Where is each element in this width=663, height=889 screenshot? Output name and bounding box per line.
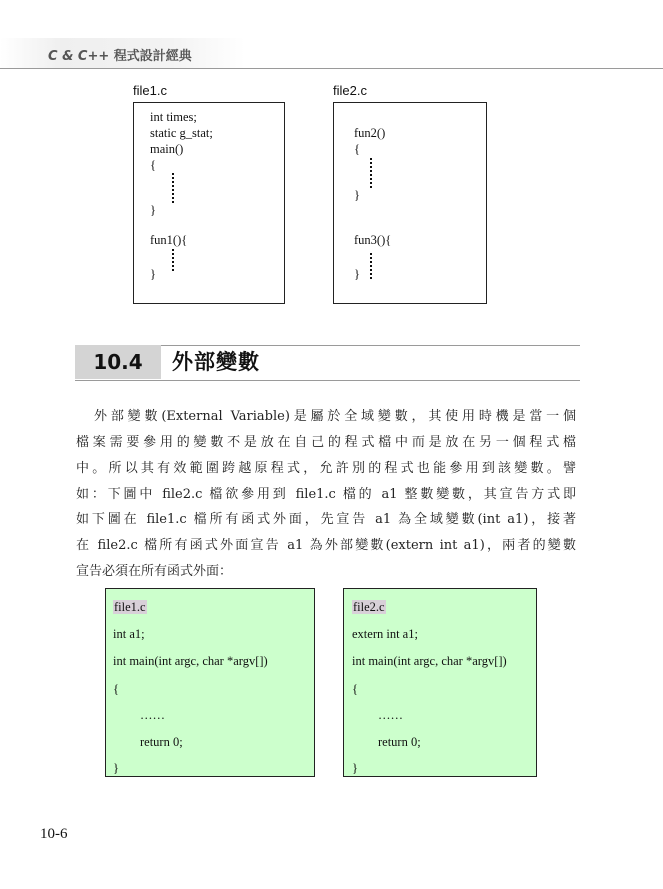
- paragraph-line: 如：下圖中 file2.c 檔欲參用到 file1.c 檔的 a1 整數變數，其宣告方式即: [76, 487, 576, 502]
- code-line: ……: [140, 708, 165, 722]
- code-line: main(): [150, 142, 184, 156]
- ellipsis-dots: [172, 173, 174, 205]
- figure2-left-box: [105, 588, 315, 777]
- code-line: int times;: [150, 110, 197, 124]
- code-line: }: [354, 188, 360, 202]
- ellipsis-dots: [370, 253, 372, 281]
- code-line: int main(int argc, char *argv[]): [352, 654, 507, 668]
- code-line: static g_stat;: [150, 126, 213, 140]
- code-line: return 0;: [378, 735, 421, 749]
- code-line: fun1(){: [150, 233, 188, 247]
- code-line: ……: [378, 708, 403, 722]
- figure1-left-box: [133, 102, 285, 304]
- paragraph-line: 檔案需要參用的變數不是放在自己的程式檔中而是放在另一個程式檔: [76, 435, 576, 450]
- code-line: fun2(): [354, 126, 386, 140]
- book-title: [48, 45, 192, 64]
- paragraph-line: 外部變數(External Variable)是屬於全域變數，其使用時機是當一個: [94, 409, 576, 424]
- code-line: {: [352, 682, 358, 696]
- figure1-right-box: [333, 102, 487, 304]
- figure1-right-label: file2.c: [333, 83, 367, 98]
- code-line: return 0;: [140, 735, 183, 749]
- figure2-right-box: [343, 588, 537, 777]
- code-line: extern int a1;: [352, 627, 418, 641]
- code-line: }: [150, 267, 156, 281]
- section-number: 10.4: [75, 345, 161, 379]
- paragraph-line: 中。所以其有效範圍跨越原程式，允許別的程式也能參用到該變數。譬: [76, 461, 576, 476]
- code-line: fun3(){: [354, 233, 392, 247]
- file-name-label: file2.c: [353, 600, 385, 614]
- code-line: }: [352, 761, 358, 775]
- figure1-left-label: file1.c: [133, 83, 167, 98]
- section-title: 外部變數: [172, 350, 260, 374]
- paragraph-line: 在 file2.c 檔所有函式外面宣告 a1 為外部變數(extern int a1)，兩者的變數: [76, 538, 576, 553]
- paragraph-line: 宣告必須在所有函式外面：: [76, 564, 233, 579]
- file-name-label: file1.c: [114, 600, 146, 614]
- book-title-mark: C & C++: [48, 49, 110, 64]
- code-line: int a1;: [113, 627, 145, 641]
- page-number: 10-6: [40, 826, 68, 842]
- paragraph-line: 如下圖在 file1.c 檔所有函式外面，先宣告 a1 為全域變數(int a1)，接著: [76, 512, 576, 527]
- code-line: int main(int argc, char *argv[]): [113, 654, 268, 668]
- code-line: {: [150, 158, 156, 172]
- ellipsis-dots: [172, 249, 174, 273]
- book-title-text: 程式設計經典: [113, 49, 192, 64]
- ellipsis-dots: [370, 158, 372, 190]
- code-line: }: [354, 267, 360, 281]
- code-line: {: [354, 142, 360, 156]
- code-line: {: [113, 682, 119, 696]
- code-line: }: [113, 761, 119, 775]
- code-line: }: [150, 203, 156, 217]
